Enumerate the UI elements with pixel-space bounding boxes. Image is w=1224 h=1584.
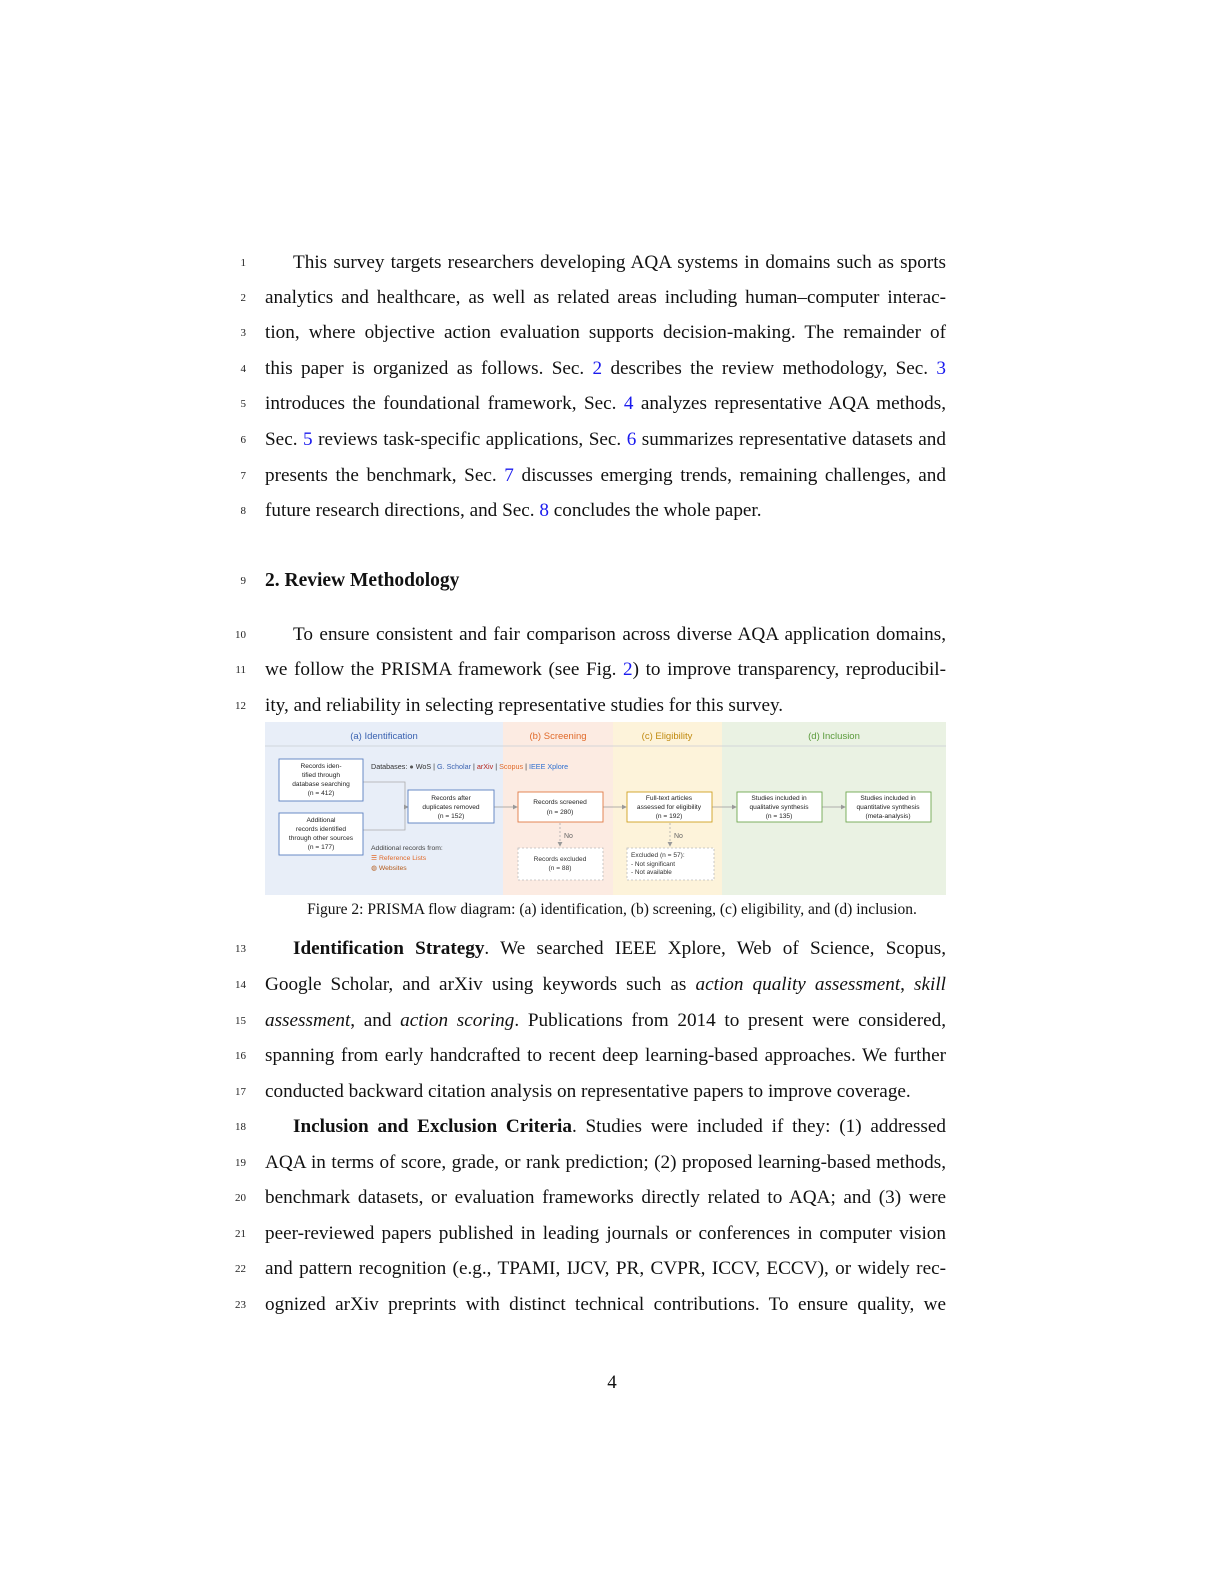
reference-lists-item: ☰ Reference Lists [371,855,427,862]
line-number: 15 [235,1015,246,1027]
text-line: Google Scholar, and arXiv using keywords such as action quality assessment, skill [265,974,947,995]
line-number: 12 [235,700,246,712]
run-in-heading: Inclusion and Exclusion Criteria [293,1116,572,1137]
stage-header-inclusion: (d) Inclusion [808,731,860,742]
section-link[interactable]: 2 [592,358,603,379]
no-label: No [674,833,683,840]
text-line: Identification Strategy. We searched IEEE Xplore, Web of Science, Scopus, [293,938,946,959]
stage-header-screening: (b) Screening [529,731,587,742]
svg-text:tified through: tified through [301,772,341,779]
svg-text:records identified: records identified [295,826,347,833]
line-number: 2 [240,292,246,304]
text-line: benchmark datasets, or evaluation frameworks directly related to AQA; and (3) were [265,1187,946,1208]
box-other-sources [279,813,363,855]
line-number: 16 [235,1050,246,1062]
figure-link[interactable]: 2 [623,659,633,680]
line-number: 13 [235,943,246,955]
text-line: introduces the foundational framework, Sec. 4 analyzes representative AQA methods, [265,393,947,414]
line-number: 7 [240,470,246,482]
section-heading: 2. Review Methodology [265,570,460,591]
svg-text:duplicates removed: duplicates removed [422,804,480,811]
svg-text:(n = 135): (n = 135) [765,813,793,820]
figure-caption: Figure 2: PRISMA flow diagram: (a) identification, (b) screening, (c) eligibility, and (d) inclusion. [307,901,917,918]
text-line: peer-reviewed papers published in leading journals or conferences in computer vision [265,1223,946,1244]
svg-text:(n = 280): (n = 280) [546,809,574,816]
no-label: No [564,833,573,840]
svg-text:Studies included in: Studies included in [751,795,807,802]
section-link[interactable]: 6 [626,429,637,450]
text-line: assessment, and action scoring. Publications from 2014 to present were considered, [265,1010,946,1031]
line-number: 3 [240,327,246,339]
box-after-duplicates [408,790,494,823]
svg-text:(n = 412): (n = 412) [307,790,335,797]
svg-text:(n = 192): (n = 192) [655,813,683,820]
stage-header-eligibility: (c) Eligibility [641,731,693,742]
text-line: tion, where objective action evaluation supports decision-making. The remainder of [265,322,946,343]
svg-text:(n = 88): (n = 88) [548,865,572,872]
run-in-heading: Identification Strategy [293,938,485,959]
svg-text:assessed for eligibility: assessed for eligibility [636,804,702,811]
line-number: 20 [235,1192,246,1204]
line-number: 8 [240,505,246,517]
text-line: future research directions, and Sec. 8 concludes the whole paper. [265,500,762,521]
text-line: and pattern recognition (e.g., TPAMI, IJCV, PR, CVPR, ICCV, ECCV), or widely rec- [265,1258,946,1279]
svg-text:(n = 152): (n = 152) [437,813,465,820]
text-line: AQA in terms of score, grade, or rank prediction; (2) proposed learning-based methods, [265,1152,946,1173]
svg-text:Full-text articles: Full-text articles [645,795,693,802]
line-number: 23 [235,1299,246,1311]
text-line: analytics and healthcare, as well as related areas including human–computer interac- [265,287,946,308]
svg-text:Studies included in: Studies included in [860,795,916,802]
box-quantitative-synthesis [846,792,931,822]
section-link[interactable]: 8 [539,500,549,521]
svg-text:Records excluded: Records excluded [533,856,587,863]
svg-text:- Not significant: - Not significant [631,861,676,868]
text-line: Inclusion and Exclusion Criteria. Studies were included if they: (1) addressed [293,1116,946,1137]
svg-text:qualitative synthesis: qualitative synthesis [749,804,809,811]
svg-text:Additional records from:: Additional records from: [371,845,443,852]
svg-text:(meta-analysis): (meta-analysis) [865,813,911,820]
box-full-text [627,792,712,822]
svg-text:Excluded (n = 57):: Excluded (n = 57): [631,852,685,859]
svg-text:(n = 177): (n = 177) [307,844,335,851]
box-database-searching [279,759,363,801]
line-number: 6 [240,434,246,446]
text-line: ognized arXiv preprints with distinct technical contributions. To ensure quality, we [265,1294,946,1315]
line-number: 9 [240,575,246,587]
text-line: ity, and reliability in selecting representative studies for this survey. [265,695,784,716]
svg-text:Records after: Records after [431,795,471,802]
svg-text:Records screened: Records screened [533,799,587,806]
svg-text:- Not available: - Not available [631,869,672,876]
svg-text:quantitative synthesis: quantitative synthesis [856,804,920,811]
text-line: Sec. 5 reviews task-specific applications, Sec. 6 summarizes representative datasets and [265,429,946,450]
line-number: 1 [240,257,246,269]
stage-header-identification: (a) Identification [350,731,418,742]
websites-item: ◍ Websites [371,865,407,872]
line-number: 5 [240,398,246,410]
svg-text:Records iden-: Records iden- [300,763,342,770]
box-fulltext-excluded [627,848,714,880]
text-line: this paper is organized as follows. Sec. 2 describes the review methodology, Sec. 3 [265,358,946,379]
text-line: presents the benchmark, Sec. 7 discusses emerging trends, remaining challenges, and [265,465,946,486]
text-line: conducted backward citation analysis on representative papers to improve coverage. [265,1081,911,1102]
page-number: 4 [607,1372,617,1393]
line-number: 10 [235,629,246,641]
line-number: 21 [235,1228,246,1240]
text-line: spanning from early handcrafted to recent deep learning-based approaches. We further [265,1045,946,1066]
text-line: To ensure consistent and fair comparison across diverse AQA application domains, [293,624,946,645]
line-number: 19 [235,1157,246,1169]
prisma-flow-diagram [265,722,946,895]
line-number: 18 [235,1121,246,1133]
text-line: This survey targets researchers developing AQA systems in domains such as sports [293,252,946,273]
svg-text:database searching: database searching [292,781,350,788]
section-link[interactable]: 7 [504,465,514,486]
text-line: we follow the PRISMA framework (see Fig. 2) to improve transparency, reproducibil- [265,659,947,680]
databases-line: Databases: ● WoS | G. Scholar | arXiv | Scopus | IEEE Xplore [371,762,569,771]
box-records-screened [518,792,603,822]
section-link[interactable]: 3 [936,358,946,379]
line-number: 11 [235,664,246,676]
svg-text:Additional: Additional [306,817,336,824]
box-records-excluded [518,848,603,880]
section-link[interactable]: 4 [623,393,634,414]
line-number: 22 [235,1263,246,1275]
line-number: 17 [235,1086,246,1098]
svg-text:through other sources: through other sources [288,835,354,842]
line-number: 4 [240,363,246,375]
box-qualitative-synthesis [737,792,822,822]
line-number: 14 [235,979,246,991]
section-link[interactable]: 5 [303,429,313,450]
